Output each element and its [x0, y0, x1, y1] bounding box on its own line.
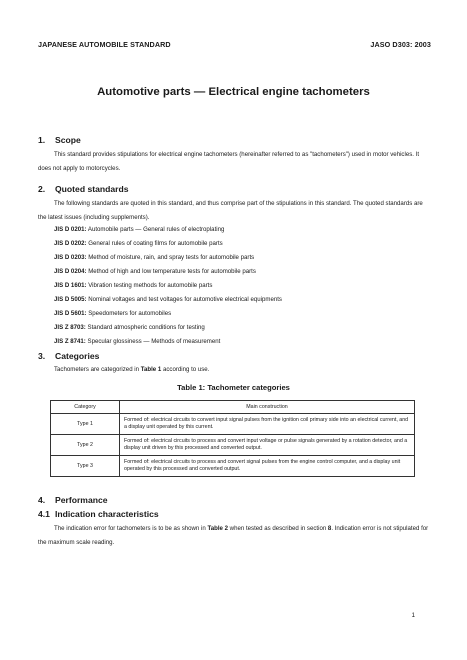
- section-number: 4.1: [38, 509, 50, 519]
- table-row: [51, 414, 415, 435]
- reference-code: JIS D 0201:: [54, 226, 87, 233]
- construction-cell: Formed of: electrical circuits to process and convert input voltage or pulse signals generated by a rotation detector, and a display unit driven by this processed and converted output.: [120, 435, 415, 456]
- reference-item: [54, 240, 223, 247]
- text-run: according to use.: [161, 366, 210, 373]
- reference-title: Method of high and low temperature tests for automobile parts: [86, 268, 256, 275]
- table-caption: Table 1: Tachometer categories: [177, 383, 290, 392]
- reference-title: General rules of coating films for automobile parts: [86, 240, 223, 247]
- section-number: 1.: [38, 135, 46, 145]
- reference-item: [54, 268, 256, 275]
- category-cell: Type 2: [51, 435, 120, 456]
- reference-code: JIS D 0202:: [54, 240, 87, 247]
- section-number: 2.: [38, 184, 46, 194]
- reference-code: JIS D 1601:: [54, 282, 87, 289]
- indication-paragraph: [38, 522, 430, 550]
- reference-item: [54, 254, 254, 261]
- running-header-right: JASO D303: 2003: [370, 40, 431, 49]
- section-number: 4.: [38, 495, 46, 505]
- reference-code: JIS D 5005:: [54, 296, 87, 303]
- column-header-main-construction: Main construction: [120, 401, 415, 414]
- tachometer-categories-table: [50, 400, 415, 477]
- section-reference: 8: [327, 525, 332, 532]
- reference-code: JIS Z 8741:: [54, 338, 86, 345]
- section-title: Quoted standards: [55, 184, 129, 194]
- quoted-standards-paragraph: The following standards are quoted in this standard, and thus comprise part of the stipulations in this standard. The quoted standards are the latest issues (including supplements).: [38, 200, 423, 221]
- text-run: Tachometers are categorized in: [54, 366, 141, 373]
- reference-code: JIS D 0204:: [54, 268, 87, 275]
- reference-code: JIS Z 8703:: [54, 324, 86, 331]
- reference-title: Speedometers for automobiles: [86, 310, 172, 317]
- category-cell: Type 3: [51, 456, 120, 477]
- reference-item: [54, 296, 282, 303]
- table-row: [51, 456, 415, 477]
- running-header-left: JAPANESE AUTOMOBILE STANDARD: [38, 40, 171, 49]
- section-title: Scope: [55, 135, 81, 145]
- page-number: 1: [411, 612, 415, 619]
- text-run: The indication error for tachometers is to be as shown in: [54, 525, 208, 532]
- section-heading-scope: [38, 135, 81, 145]
- reference-item: [54, 282, 212, 289]
- text-run: . Indication error is not stipulated for the maximum scale reading.: [38, 525, 429, 546]
- reference-title: Method of moisture, rain, and spray tests for automobile parts: [86, 254, 255, 261]
- table-reference: Table 1: [140, 366, 162, 373]
- construction-cell: Formed of: electrical circuits to process and convert signal pulses from the engine control computer, and a display unit operated by this processed and converted output.: [120, 456, 415, 477]
- reference-code: JIS D 5601:: [54, 310, 87, 317]
- reference-title: Nominal voltages and test voltages for automotive electrical equipments: [86, 296, 282, 303]
- reference-code: JIS D 0203:: [54, 254, 87, 261]
- section-title: Performance: [55, 495, 108, 505]
- categories-paragraph: [38, 363, 430, 377]
- reference-item: [54, 226, 224, 233]
- section-heading-categories: [38, 351, 99, 361]
- section-heading-performance: [38, 495, 108, 505]
- section-title: Indication characteristics: [55, 509, 159, 519]
- subsection-heading-indication-characteristics: [38, 509, 159, 519]
- category-cell: Type 1: [51, 414, 120, 435]
- text-run: when tested as described in section: [227, 525, 328, 532]
- reference-title: Automobile parts — General rules of electroplating: [86, 226, 225, 233]
- reference-item: [54, 338, 220, 345]
- reference-title: Vibration testing methods for automobile parts: [86, 282, 213, 289]
- section-title: Categories: [55, 351, 100, 361]
- reference-item: [54, 324, 205, 331]
- section-heading-quoted-standards: [38, 184, 129, 194]
- scope-paragraph: This standard provides stipulations for electrical engine tachometers (hereinafter referred to as "tachometers") used in motor vehicles. It does not apply to motorcycles.: [38, 151, 420, 172]
- section-number: 3.: [38, 351, 46, 361]
- table-reference: Table 2: [207, 525, 228, 532]
- table-row: [51, 435, 415, 456]
- reference-item: [54, 310, 171, 317]
- table-header-row: [51, 401, 415, 414]
- page-title: Automotive parts — Electrical engine tachometers: [97, 86, 370, 98]
- reference-title: Specular glossiness — Methods of measurement: [85, 338, 221, 345]
- construction-cell: Formed of: electrical circuits to convert input signal pulses from the ignition coil primary side into an electrical current, and a display unit operated by this current.: [120, 414, 415, 435]
- reference-title: Standard atmospheric conditions for testing: [85, 324, 205, 331]
- column-header-category: Category: [51, 401, 120, 414]
